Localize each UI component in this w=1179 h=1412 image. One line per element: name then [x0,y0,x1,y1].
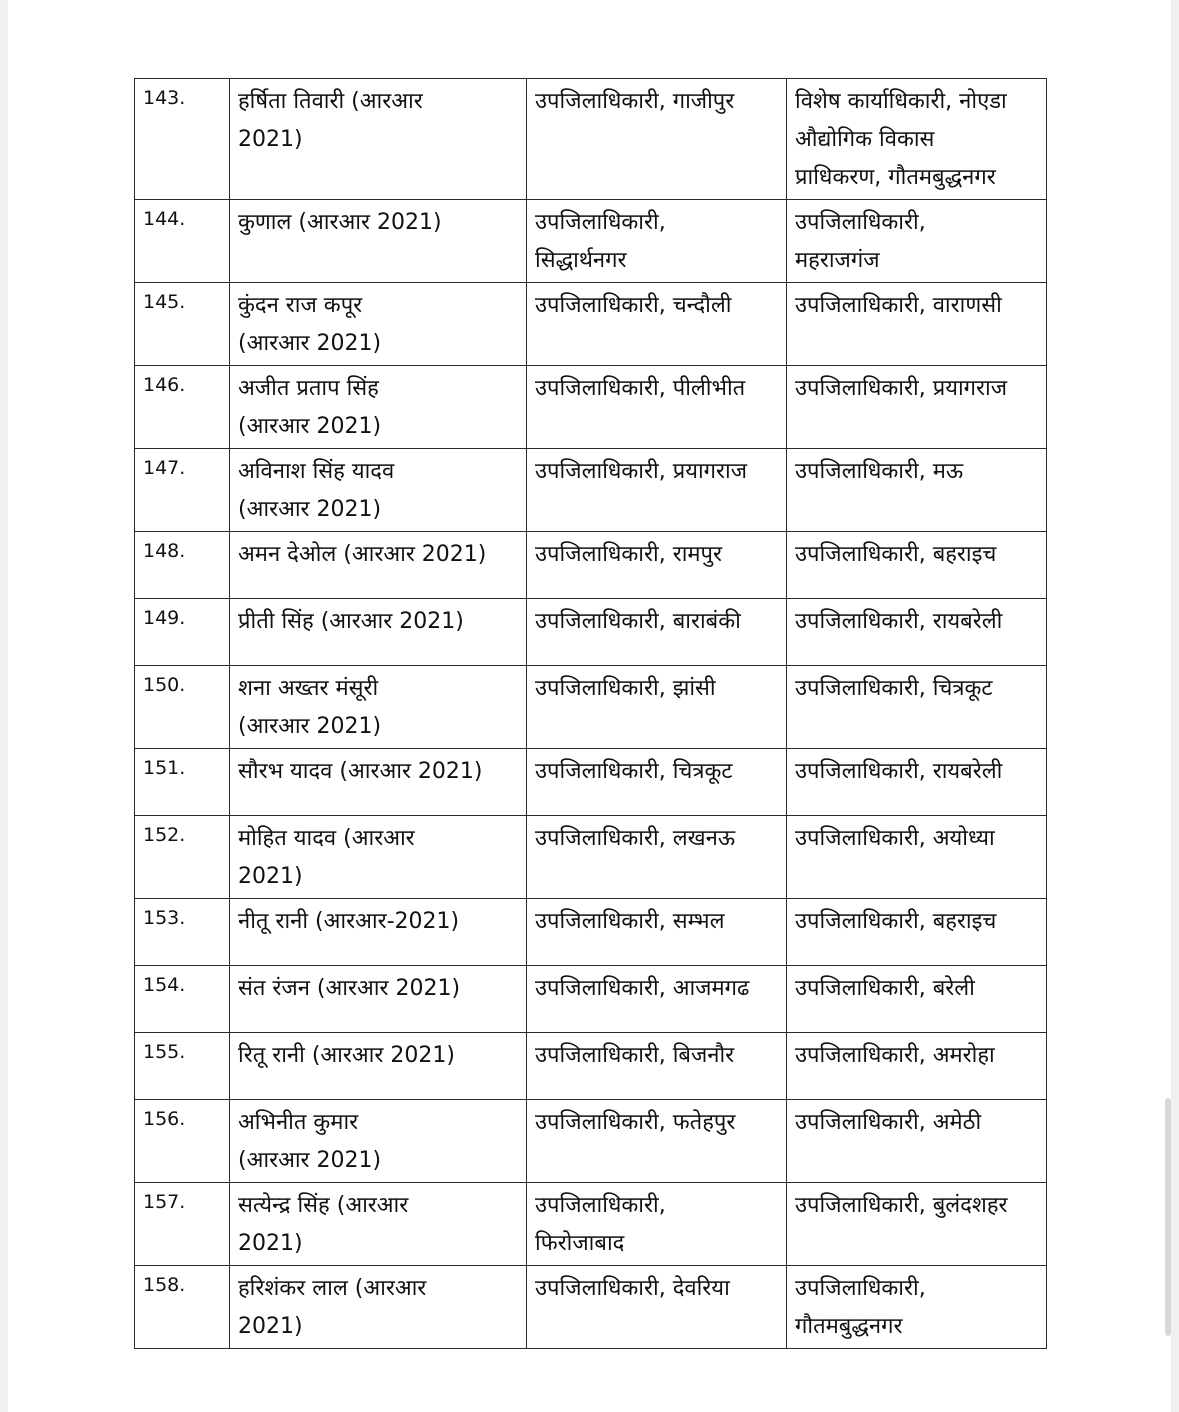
new-post-cell [787,899,1047,966]
current-post-cell [527,283,787,366]
officer-name-cell [230,200,527,283]
officer-name-cell [230,283,527,366]
current-post-line: उपजिलाधिकारी, आजमगढ [535,976,750,1001]
serial-number: 157. [143,1191,186,1213]
table-row [135,1033,1047,1100]
serial-number: 149. [143,607,186,629]
officer-name-line: 2021) [238,1231,303,1256]
current-post-cell [527,666,787,749]
new-post-line: उपजिलाधिकारी, बहराइच [795,909,997,934]
table-row [135,283,1047,366]
officer-name-cell [230,1033,527,1100]
officer-name-line: 2021) [238,1314,303,1339]
new-post-line: विशेष कार्याधिकारी, नोएडा [795,89,1007,114]
serial-number-cell [135,283,230,366]
officer-name-line: सौरभ यादव (आरआर 2021) [238,759,483,784]
new-post-line: उपजिलाधिकारी, अमेठी [795,1110,982,1135]
table-row [135,1183,1047,1266]
current-post-line: उपजिलाधिकारी, फतेहपुर [535,1110,736,1135]
transfer-table-body [135,79,1047,1349]
new-post-cell [787,599,1047,666]
table-row [135,1100,1047,1183]
officer-name-cell [230,366,527,449]
serial-number-cell [135,1100,230,1183]
officer-name-line: (आरआर 2021) [238,331,382,356]
serial-number-cell [135,816,230,899]
new-post-line: उपजिलाधिकारी, अयोध्या [795,826,995,851]
officer-name-line: 2021) [238,864,303,889]
serial-number-cell [135,666,230,749]
new-post-cell [787,749,1047,816]
officer-name-cell [230,532,527,599]
new-post-cell [787,79,1047,200]
current-post-cell [527,200,787,283]
current-post-line: उपजिलाधिकारी, [535,1193,666,1218]
serial-number: 155. [143,1041,186,1063]
officer-name-line: रितू रानी (आरआर 2021) [238,1043,455,1068]
table-row [135,816,1047,899]
table-row [135,449,1047,532]
new-post-line: उपजिलाधिकारी, मऊ [795,459,964,484]
officer-name-line: अभिनीत कुमार [238,1110,359,1135]
new-post-line: उपजिलाधिकारी, चित्रकूट [795,676,993,701]
serial-number-cell [135,200,230,283]
serial-number-cell [135,532,230,599]
current-post-cell [527,749,787,816]
serial-number: 158. [143,1274,186,1296]
officer-name-cell [230,1183,527,1266]
new-post-line: गौतमबुद्धनगर [795,1314,903,1339]
current-post-cell [527,1033,787,1100]
new-post-cell [787,532,1047,599]
current-post-cell [527,1183,787,1266]
current-post-line: उपजिलाधिकारी, चन्दौली [535,293,732,318]
document-page [8,0,1171,1412]
serial-number: 146. [143,374,186,396]
current-post-cell [527,1266,787,1349]
new-post-line: उपजिलाधिकारी, प्रयागराज [795,376,1008,401]
officer-name-line: (आरआर 2021) [238,497,382,522]
table-row [135,599,1047,666]
current-post-cell [527,966,787,1033]
new-post-line: उपजिलाधिकारी, वाराणसी [795,293,1002,318]
current-post-cell [527,899,787,966]
current-post-line: उपजिलाधिकारी, सम्भल [535,909,725,934]
officer-name-line: हर्षिता तिवारी (आरआर [238,89,423,114]
current-post-line: उपजिलाधिकारी, लखनऊ [535,826,736,851]
new-post-line: उपजिलाधिकारी, बहराइच [795,542,997,567]
new-post-cell [787,449,1047,532]
serial-number-cell [135,449,230,532]
table-row [135,666,1047,749]
serial-number-cell [135,749,230,816]
new-post-line: उपजिलाधिकारी, [795,210,926,235]
table-row [135,749,1047,816]
serial-number-cell [135,899,230,966]
current-post-line: उपजिलाधिकारी, झांसी [535,676,716,701]
serial-number: 143. [143,87,186,109]
officer-name-line: मोहित यादव (आरआर [238,826,415,851]
officer-name-cell [230,666,527,749]
current-post-line: उपजिलाधिकारी, प्रयागराज [535,459,748,484]
current-post-line: उपजिलाधिकारी, गाजीपुर [535,89,735,114]
table-row [135,1266,1047,1349]
current-post-cell [527,79,787,200]
officer-name-cell [230,449,527,532]
serial-number: 148. [143,540,186,562]
current-post-cell [527,1100,787,1183]
current-post-cell [527,532,787,599]
current-post-line: फिरोजाबाद [535,1231,625,1256]
officer-name-line: शना अख्तर मंसूरी [238,676,379,701]
officer-name-cell [230,79,527,200]
serial-number: 145. [143,291,186,313]
new-post-line: प्राधिकरण, गौतमबुद्धनगर [795,165,996,190]
table-row [135,79,1047,200]
serial-number: 153. [143,907,186,929]
serial-number-cell [135,966,230,1033]
serial-number-cell [135,366,230,449]
new-post-line: औद्योगिक विकास [795,127,935,152]
officer-name-line: प्रीती सिंह (आरआर 2021) [238,609,464,634]
officer-name-line: कुणाल (आरआर 2021) [238,210,442,235]
new-post-line: उपजिलाधिकारी, रायबरेली [795,759,1003,784]
serial-number-cell [135,1033,230,1100]
officer-name-cell [230,816,527,899]
new-post-line: उपजिलाधिकारी, बरेली [795,976,975,1001]
officer-name-line: (आरआर 2021) [238,414,382,439]
serial-number: 144. [143,208,186,230]
serial-number: 151. [143,757,186,779]
new-post-line: उपजिलाधिकारी, अमरोहा [795,1043,995,1068]
new-post-cell [787,666,1047,749]
officer-name-cell [230,599,527,666]
table-row [135,200,1047,283]
current-post-cell [527,816,787,899]
current-post-cell [527,449,787,532]
serial-number: 154. [143,974,186,996]
officer-name-line: नीतू रानी (आरआर-2021) [238,909,460,934]
new-post-cell [787,816,1047,899]
serial-number-cell [135,79,230,200]
officer-name-line: हरिशंकर लाल (आरआर [238,1276,427,1301]
officer-name-line: सत्येन्द्र सिंह (आरआर [238,1193,409,1218]
new-post-cell [787,366,1047,449]
serial-number: 152. [143,824,186,846]
officer-name-line: संत रंजन (आरआर 2021) [238,976,461,1001]
officer-name-cell [230,1100,527,1183]
new-post-cell [787,200,1047,283]
officer-name-line: अविनाश सिंह यादव [238,459,395,484]
new-post-cell [787,1100,1047,1183]
table-row [135,966,1047,1033]
new-post-line: उपजिलाधिकारी, [795,1276,926,1301]
new-post-line: उपजिलाधिकारी, बुलंदशहर [795,1193,1008,1218]
officer-name-cell [230,966,527,1033]
officer-name-line: अमन देओल (आरआर 2021) [238,542,487,567]
current-post-line: सिद्धार्थनगर [535,248,627,273]
current-post-cell [527,599,787,666]
serial-number-cell [135,1183,230,1266]
new-post-line: उपजिलाधिकारी, रायबरेली [795,609,1003,634]
current-post-line: उपजिलाधिकारी, [535,210,666,235]
new-post-line: महराजगंज [795,248,880,273]
current-post-line: उपजिलाधिकारी, चित्रकूट [535,759,733,784]
officer-name-line: (आरआर 2021) [238,714,382,739]
new-post-cell [787,966,1047,1033]
serial-number: 150. [143,674,186,696]
current-post-line: उपजिलाधिकारी, बाराबंकी [535,609,741,634]
serial-number-cell [135,1266,230,1349]
officer-name-line: कुंदन राज कपूर [238,293,363,318]
officer-name-line: 2021) [238,127,303,152]
new-post-cell [787,1266,1047,1349]
current-post-cell [527,366,787,449]
officer-name-cell [230,899,527,966]
officer-name-cell [230,1266,527,1349]
officer-name-line: (आरआर 2021) [238,1148,382,1173]
serial-number-cell [135,599,230,666]
transfer-table [134,78,1047,1349]
current-post-line: उपजिलाधिकारी, रामपुर [535,542,723,567]
serial-number: 156. [143,1108,186,1130]
table-row [135,899,1047,966]
table-row [135,366,1047,449]
serial-number: 147. [143,457,186,479]
new-post-cell [787,1033,1047,1100]
table-row [135,532,1047,599]
vertical-scrollbar[interactable] [1165,1098,1171,1336]
officer-name-cell [230,749,527,816]
new-post-cell [787,1183,1047,1266]
current-post-line: उपजिलाधिकारी, पीलीभीत [535,376,746,401]
new-post-cell [787,283,1047,366]
officer-name-line: अजीत प्रताप सिंह [238,376,379,401]
current-post-line: उपजिलाधिकारी, देवरिया [535,1276,730,1301]
current-post-line: उपजिलाधिकारी, बिजनौर [535,1043,735,1068]
